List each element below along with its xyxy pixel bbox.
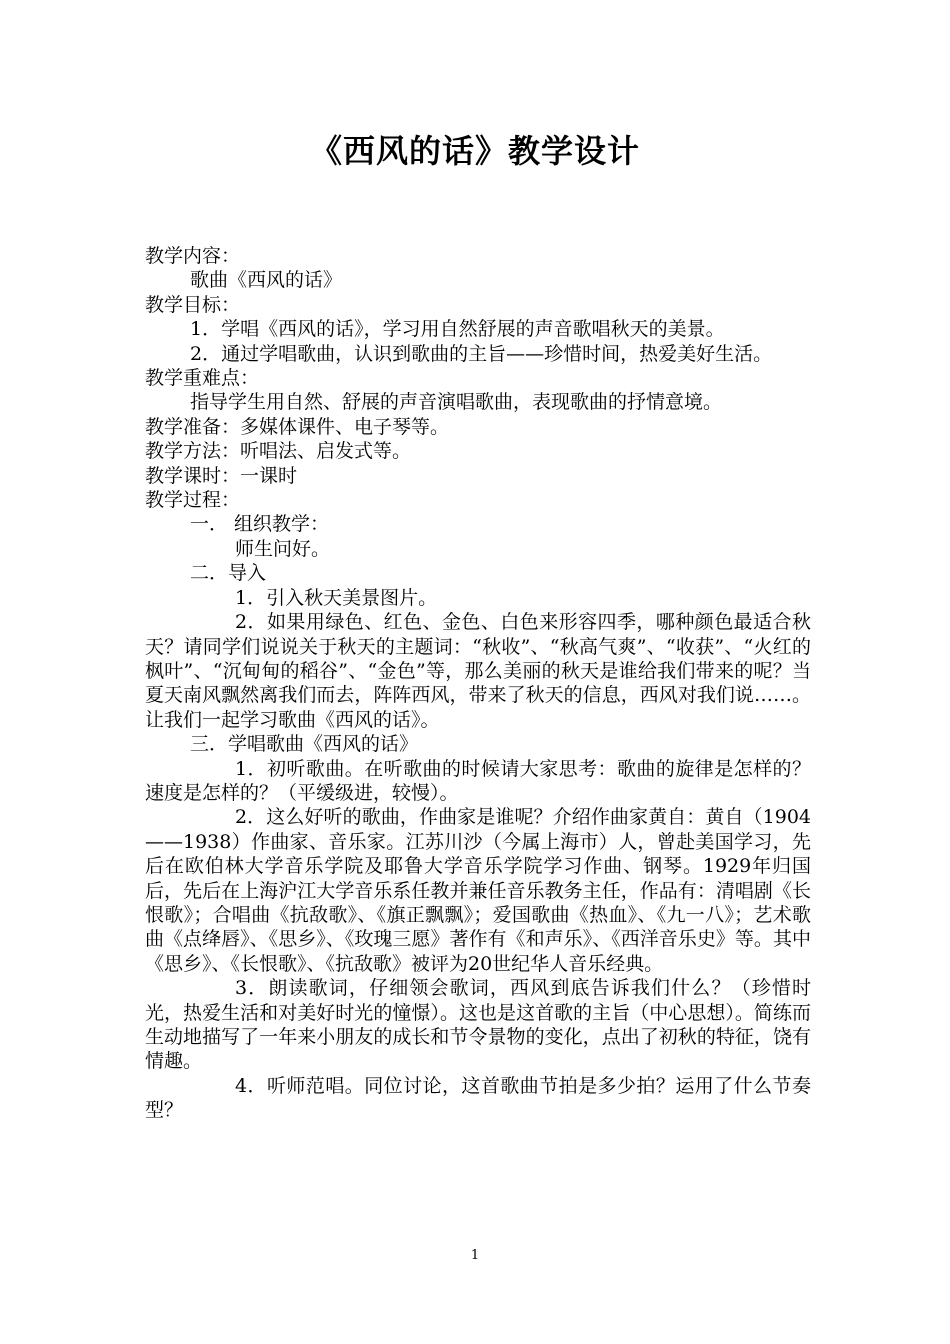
paragraph: 3．朗读歌词，仔细领会歌词，西风到底告诉我们什么？（珍惜时光，热爱生活和对美好时光的憧憬）。这也是这首歌的主旨（中心思想）。简练而生动地描写了一年来小朋友的成长和节令景物的变化，点出了初秋的特征，饶有情趣。 — [145, 977, 811, 1073]
paragraph: 指导学生用自然、舒展的声音演唱歌曲，表现歌曲的抒情意境。 — [190, 391, 723, 414]
paragraph: 教学方法：听唱法、启发式等。 — [145, 440, 412, 463]
paragraph: 4．听师范唱。同位讨论，这首歌曲节拍是多少拍？运用了什么节奏型？ — [145, 1074, 811, 1122]
document-title: 《西风的话》教学设计 — [309, 132, 640, 170]
page-number: 1 — [470, 1248, 480, 1263]
paragraph: 教学准备：多媒体课件、电子琴等。 — [145, 415, 450, 438]
paragraph: 1．引入秋天美景图片。 — [235, 586, 438, 609]
subheading: 一． 组织教学： — [190, 513, 330, 536]
paragraph: 2．通过学唱歌曲，认识到歌曲的主旨——珍惜时间，热爱美好生活。 — [190, 342, 773, 365]
section-heading-goals: 教学目标： — [145, 293, 241, 316]
paragraph: 歌曲《西风的话》 — [190, 269, 343, 292]
section-heading-process: 教学过程： — [145, 489, 241, 512]
paragraph: 1．学唱《西风的话》，学习用自然舒展的声音歌唱秋天的美景。 — [190, 318, 725, 341]
paragraph: 2．这么好听的歌曲，作曲家是谁呢？介绍作曲家黄自：黄自（1904——1938）作曲家、音乐家。江苏川沙（今属上海市）人，曾赴美国学习，先后在欧伯林大学音乐学院及耶鲁大学音乐学院学习作曲、钢琴。1929年归国后，先后在上海沪江大学音乐系任教并兼任音乐教务主任，作品有：清唱剧《长恨歌》；合唱曲《抗敌歌》、《旗正飘飘》；爱国歌曲《热血》、《九一八》；艺术歌曲《点绛唇》、《思乡》、《玫瑰三愿》著作有《和声乐》、《西洋音乐史》等。其中《思乡》、《长恨歌》、《抗敌歌》被评为20世纪华人音乐经典。 — [145, 806, 811, 975]
section-heading-content: 教学内容： — [145, 245, 241, 267]
paragraph: 2．如果用绿色、红色、金色、白色来形容四季，哪种颜色最适合秋天？请同学们说说关于秋天的主题词：“秋收”、“秋高气爽”、“收获”、“火红的枫叶”、“沉甸甸的稻谷”、“金色”等，那么美丽的秋天是谁给我们带来的呢？当夏天南风飘然离我们而去，阵阵西风，带来了秋天的信息，西风对我们说……。让我们一起学习歌曲《西风的话》。 — [145, 611, 811, 731]
paragraph: 师生问好。 — [235, 537, 331, 560]
section-heading-key-points: 教学重难点： — [145, 367, 260, 390]
subheading: 三．学唱歌曲《西风的话》 — [190, 733, 419, 756]
document-body — [145, 244, 811, 1123]
subheading: 二．导入 — [190, 562, 267, 585]
paragraph: 1．初听歌曲。在听歌曲的时候请大家思考：歌曲的旋律是怎样的？速度是怎样的？（平缓级进，较慢）。 — [145, 757, 811, 804]
paragraph: 教学课时：一课时 — [145, 464, 298, 487]
